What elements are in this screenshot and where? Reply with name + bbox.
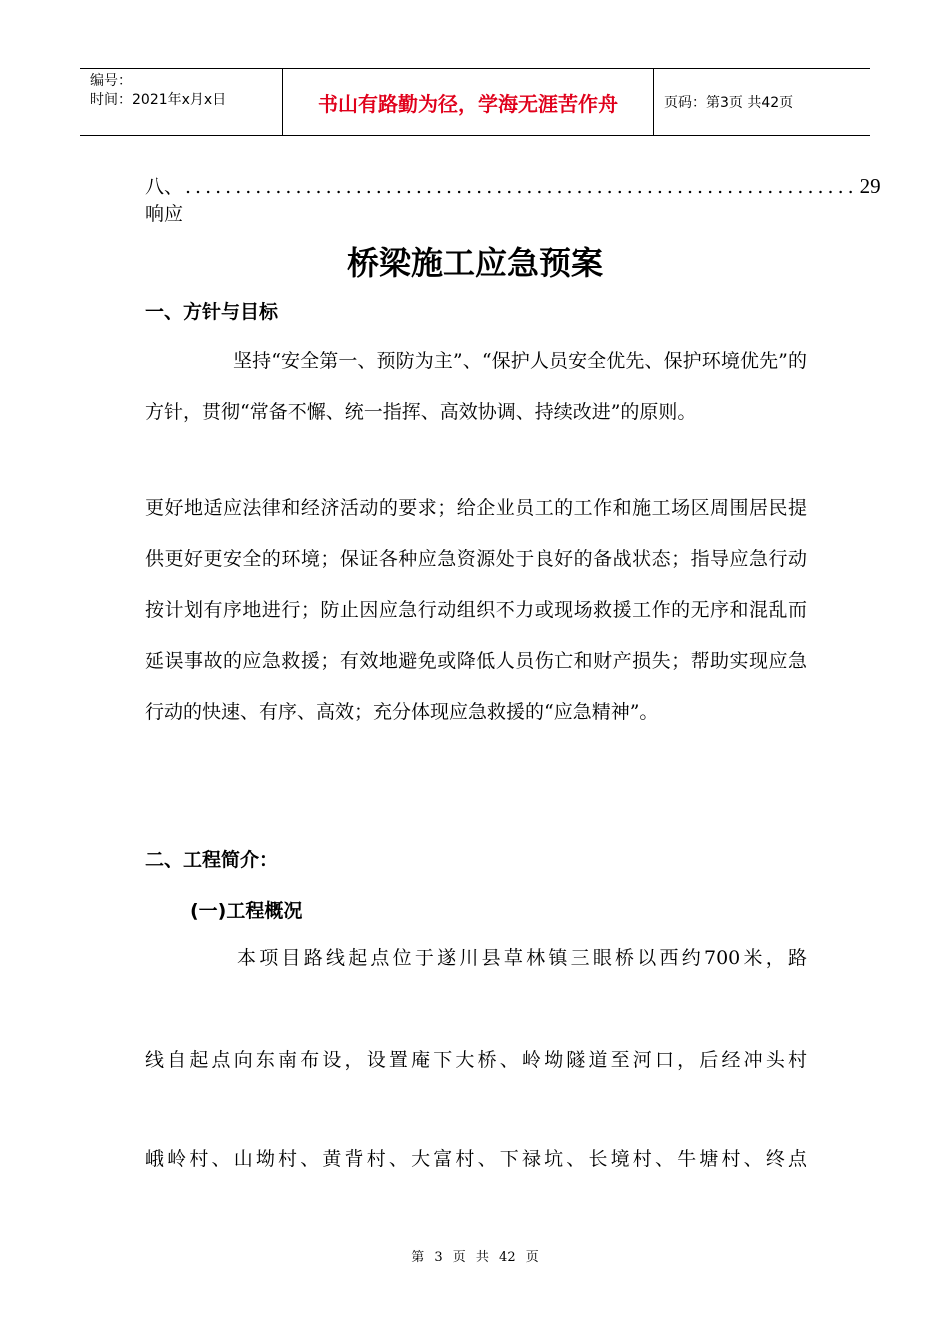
section-heading-policy: 一、方针与目标 [145, 301, 279, 323]
toc-entry[interactable] [145, 172, 881, 226]
paragraph-policy: 坚持“安全第一、预防为主”、“保护人员安全优先、保护环境优先”的方针，贯彻“常备不懈、统一指挥、高效协调、持续改进”的原则。 [145, 350, 807, 423]
document-time-label: 时间：2021年x月x日 [90, 92, 227, 108]
overview-line-3: 峨岭村、山坳村、黄背村、大富村、下禄坑、长境村、牛塘村、终点 [145, 1148, 807, 1170]
subsection-heading-overview: (一)工程概况 [190, 900, 303, 922]
page-footer: 第 3 页 共 42 页 [411, 1250, 539, 1265]
document-number-label: 编号： [90, 73, 132, 89]
section-heading-project: 二、工程简介： [145, 849, 279, 871]
header-table [80, 68, 870, 136]
header-meta [80, 69, 282, 135]
paragraph-goals: 更好地适应法律和经济活动的要求；给企业员工的工作和施工场区周围居民提供更好更安全的环境；保证各种应急资源处于良好的备战状态；指导应急行动按计划有序地进行；防止因应急行动组织不力或现场救援工作的无序和混乱而延误事故的应急救援；有效地避免或降低人员伤亡和财产损失；帮助实现应急行动的快速、有序、高效；充分体现应急救援的“应急精神”。 [145, 497, 807, 723]
overview-line-1: 本项目路线起点位于遂川县草林镇三眼桥以西约700米，路 [237, 947, 807, 969]
toc-leader-dots: ................................................................... [185, 176, 858, 198]
toc-entry-label: 八、响应 [145, 176, 184, 225]
overview-line-2: 线自起点向东南布设，设置庵下大桥、岭坳隧道至河口，后经冲头村 [145, 1049, 807, 1071]
toc-page-number: 29 [859, 174, 881, 198]
header-slogan: 书山有路勤为径，学海无涯苦作舟 [282, 69, 654, 135]
header-page-info: 页码：第3页 共42页 [664, 95, 794, 111]
document-title: 桥梁施工应急预案 [346, 244, 603, 282]
